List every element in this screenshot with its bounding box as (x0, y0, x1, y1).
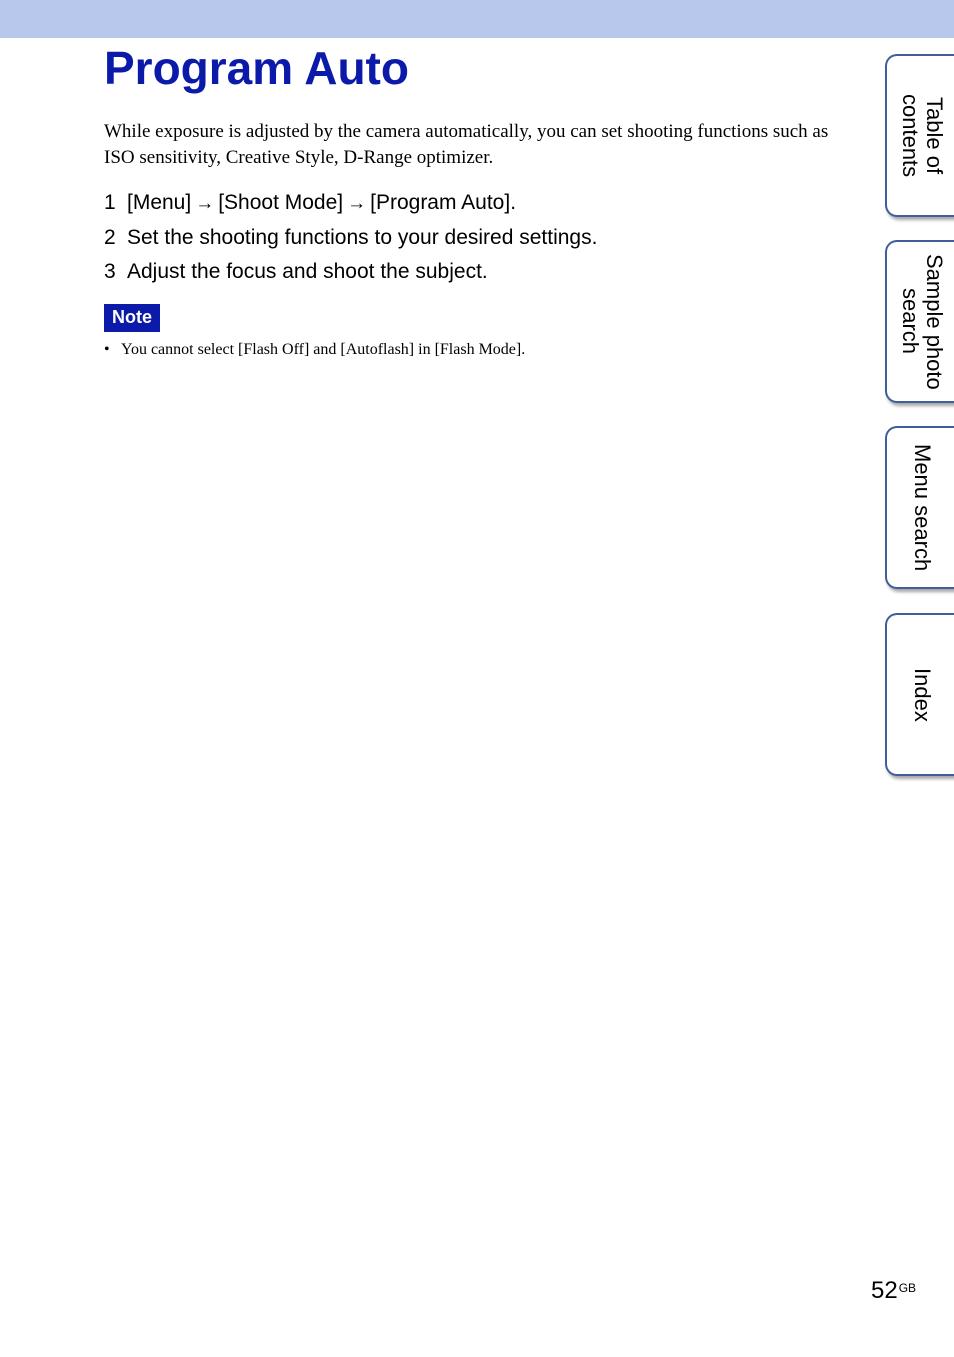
page-title: Program Auto (104, 42, 409, 94)
intro-text: While exposure is adjusted by the camera automatically, you can set shooting functions such as ISO sensitivity, Creative Style, D-Range optimizer. (104, 121, 829, 168)
note-label: Note (104, 304, 160, 332)
tab-sample-photo-search[interactable] (885, 240, 954, 403)
arrow-right-icon: → (347, 193, 367, 214)
step-1-shoot-mode: [Shoot Mode] (218, 191, 344, 214)
page-number (871, 1277, 916, 1305)
step-2 (104, 223, 597, 258)
step-2-text: Set the shooting functions to your desired settings. (127, 225, 598, 249)
step-1-program-auto: [Program Auto]. (370, 191, 517, 214)
tab-label: Sample photo search (898, 253, 947, 390)
tab-label: Table of contents (898, 93, 947, 178)
step-3-text: Adjust the focus and shoot the subject. (127, 260, 488, 283)
bullet-icon: • (104, 341, 110, 358)
step-3 (104, 257, 597, 292)
tab-menu-search[interactable] (885, 426, 954, 589)
steps-list (104, 188, 597, 292)
step-1 (104, 188, 597, 223)
tab-label: Index (910, 667, 935, 722)
tab-table-of-contents[interactable] (885, 54, 954, 217)
page-number-value: 52 (871, 1277, 898, 1304)
arrow-right-icon: → (195, 193, 215, 214)
top-bar (0, 0, 954, 38)
note-item (104, 340, 525, 360)
note-item-text: You cannot select [Flash Off] and [Autoflash] in [Flash Mode]. (121, 341, 526, 358)
step-1-menu: [Menu] (127, 191, 192, 214)
page-number-suffix: GB (898, 1281, 917, 1295)
step-number: 2 (104, 225, 116, 249)
tab-label: Menu search (910, 443, 935, 572)
tab-index[interactable] (885, 613, 954, 776)
step-number: 3 (104, 260, 116, 283)
step-number: 1 (104, 191, 116, 214)
